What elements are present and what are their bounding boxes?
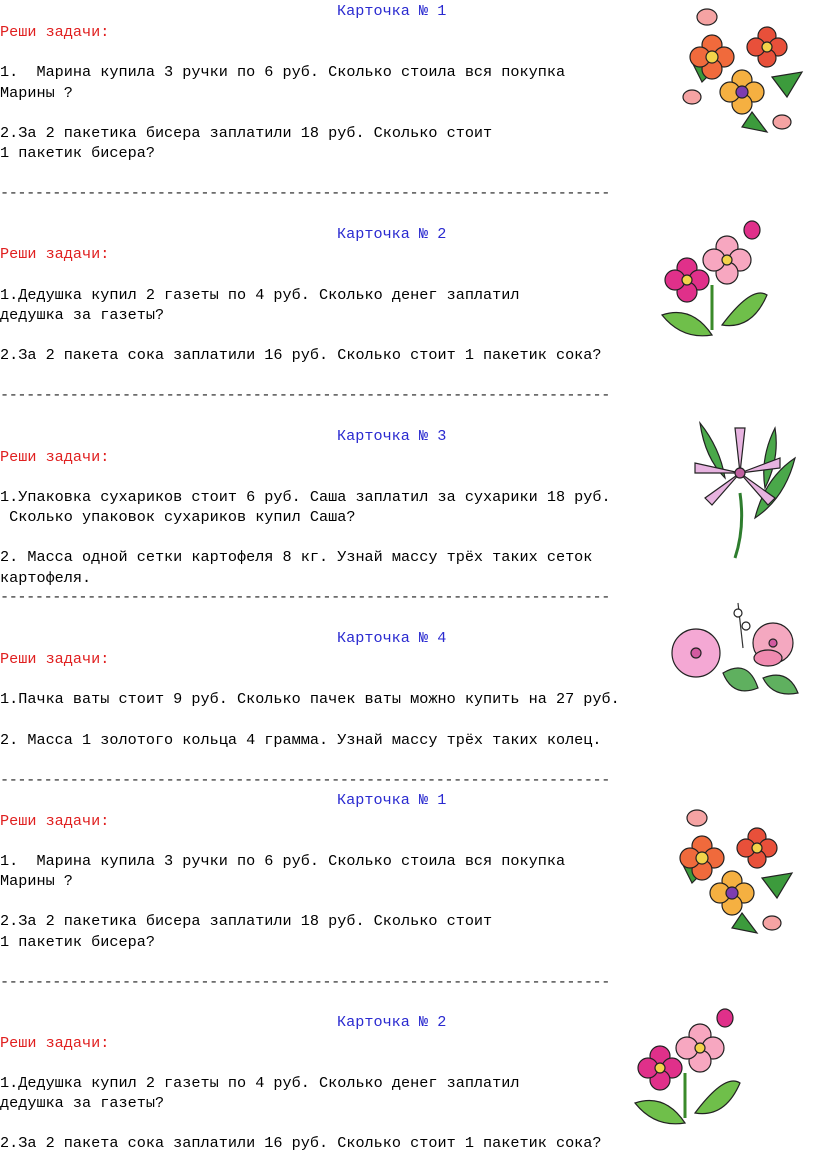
separator: ---------------------------------------------------------------------- xyxy=(0,771,610,789)
task-line: 2.За 2 пакета сока заплатили 16 руб. Сколько стоит 1 пакетик сока? xyxy=(0,1134,602,1152)
card-title: Карточка № 4 xyxy=(337,629,447,647)
card-instruction: Реши задачи: xyxy=(0,650,110,668)
card-instruction: Реши задачи: xyxy=(0,245,110,263)
task-line: 1.Пачка ваты стоит 9 руб. Сколько пачек ваты можно купить на 27 руб. xyxy=(0,690,620,708)
task-line: 2.За 2 пакетика бисера заплатили 18 руб. Сколько стоит xyxy=(0,912,493,930)
orange-flower-bouquet-icon xyxy=(672,2,812,137)
card-instruction: Реши задачи: xyxy=(0,23,110,41)
task-line: 2.За 2 пакета сока заплатили 16 руб. Сколько стоит 1 пакетик сока? xyxy=(0,346,602,364)
task-line: 1.Дедушка купил 2 газеты по 4 руб. Сколько денег заплатил xyxy=(0,286,520,304)
task-line: 2. Масса одной сетки картофеля 8 кг. Узнай массу трёх таких сеток xyxy=(0,548,593,566)
task-line: 2. Масса 1 золотого кольца 4 грамма. Узнай массу трёх таких колец. xyxy=(0,731,602,749)
card-instruction: Реши задачи: xyxy=(0,1034,110,1052)
task-line: Марины ? xyxy=(0,872,73,890)
lily-icon xyxy=(685,418,805,563)
card-instruction: Реши задачи: xyxy=(0,812,110,830)
card-instruction: Реши задачи: xyxy=(0,448,110,466)
card-title: Карточка № 1 xyxy=(337,791,447,809)
pink-petunia-icon xyxy=(668,598,803,708)
pink-primrose-icon xyxy=(625,1003,745,1133)
task-line: картофеля. xyxy=(0,569,92,587)
task-line: 1 пакетик бисера? xyxy=(0,933,155,951)
task-line: Марины ? xyxy=(0,84,73,102)
task-line: Сколько упаковок сухариков купил Саша? xyxy=(0,508,356,526)
separator: ---------------------------------------------------------------------- xyxy=(0,386,610,404)
card-title: Карточка № 2 xyxy=(337,225,447,243)
task-line: 1.Дедушка купил 2 газеты по 4 руб. Сколько денег заплатил xyxy=(0,1074,520,1092)
pink-primrose-icon xyxy=(652,215,772,345)
task-line: 1 пакетик бисера? xyxy=(0,144,155,162)
separator: ---------------------------------------------------------------------- xyxy=(0,973,610,991)
separator: ---------------------------------------------------------------------- xyxy=(0,184,610,202)
task-line: 1. Марина купила 3 ручки по 6 руб. Сколько стоила вся покупка xyxy=(0,852,566,870)
orange-flower-bouquet-icon xyxy=(662,803,802,938)
task-line: дедушка за газеты? xyxy=(0,1094,165,1112)
card-title: Карточка № 2 xyxy=(337,1013,447,1031)
task-line: 1.Упаковка сухариков стоит 6 руб. Саша заплатил за сухарики 18 руб. xyxy=(0,488,611,506)
task-line: 2.За 2 пакетика бисера заплатили 18 руб. Сколько стоит xyxy=(0,124,493,142)
separator: ---------------------------------------------------------------------- xyxy=(0,588,610,606)
task-line: 1. Марина купила 3 ручки по 6 руб. Сколько стоила вся покупка xyxy=(0,63,566,81)
card-title: Карточка № 1 xyxy=(337,2,447,20)
task-line: дедушка за газеты? xyxy=(0,306,165,324)
card-title: Карточка № 3 xyxy=(337,427,447,445)
